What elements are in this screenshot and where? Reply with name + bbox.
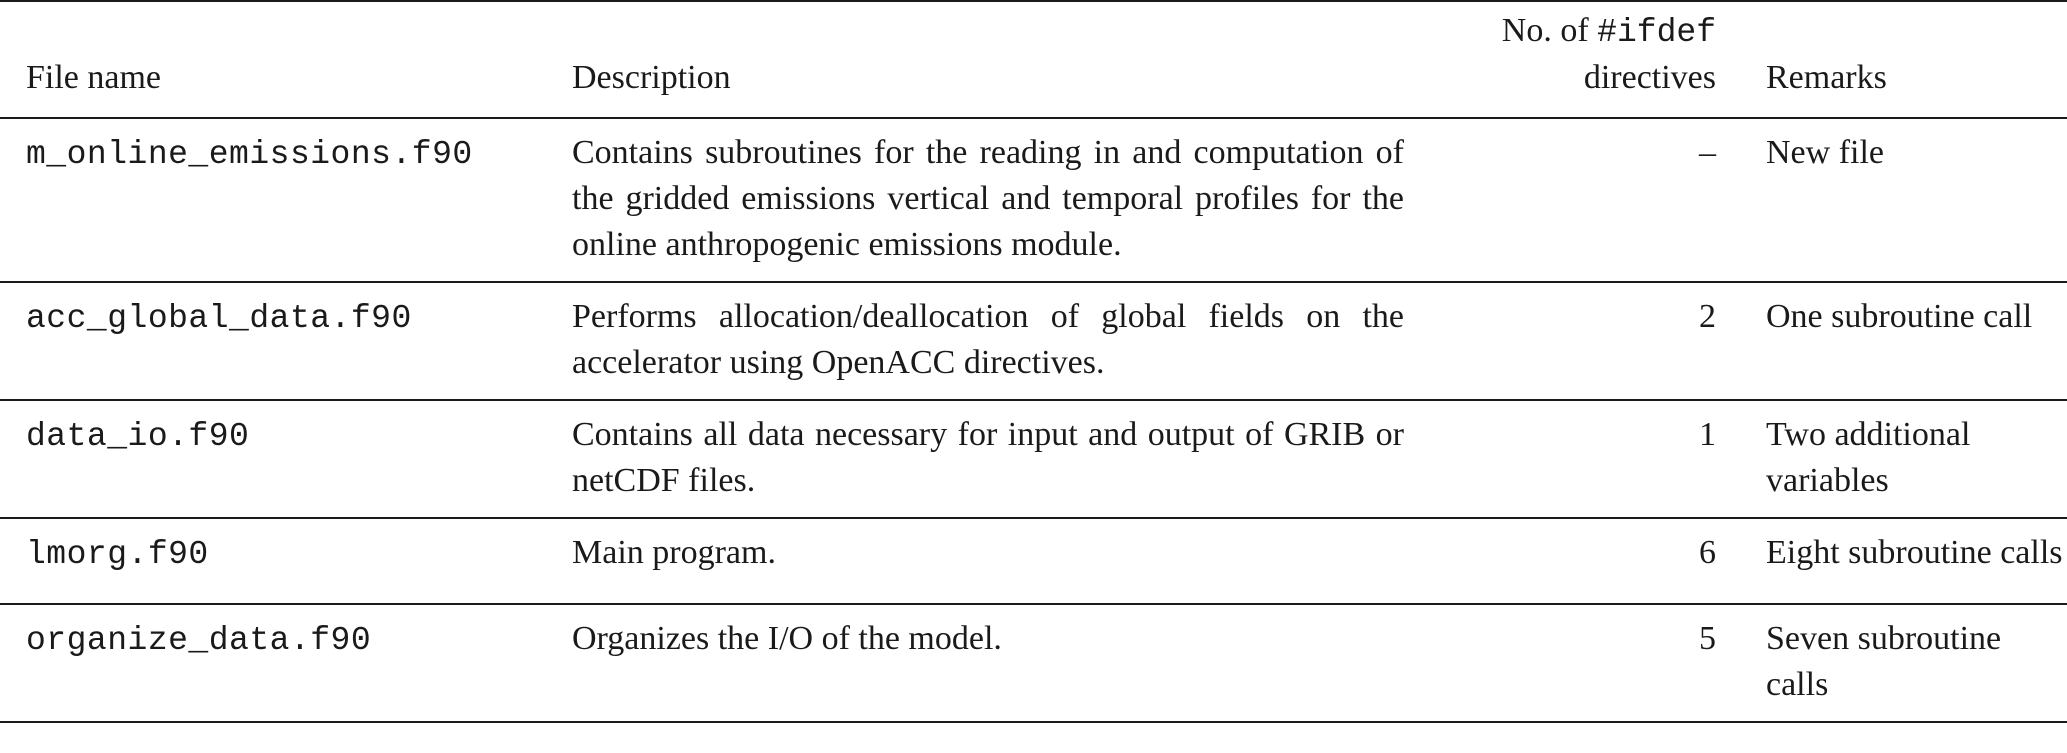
cell-directives: 6 — [1699, 534, 1716, 571]
cell-description: Contains subroutines for the reading in and computation of the gridded emissions vertical and temporal profiles for the online anthropogenic emissions module. — [572, 134, 1404, 263]
header-row — [0, 1, 2067, 118]
header-file-name: File name — [26, 59, 162, 96]
file-name: lmorg.f90 — [26, 536, 209, 573]
cell-file — [0, 400, 546, 518]
header-remarks: Remarks — [1766, 59, 1887, 96]
file-name: m_online_emissions.f90 — [26, 136, 473, 173]
cell-remarks: New file — [1766, 134, 1885, 171]
cell-remarks: One subroutine call — [1766, 298, 2033, 335]
file-name: organize_data.f90 — [26, 622, 372, 659]
header-directives-line2: directives — [1583, 59, 1716, 96]
cell-directives: – — [1699, 134, 1716, 171]
file-name: data_io.f90 — [26, 418, 250, 455]
table-row — [0, 118, 2067, 282]
table-row — [0, 518, 2067, 604]
cell-remarks: Two additional variables — [1766, 416, 1971, 499]
header-directives-code: #ifdef — [1597, 14, 1716, 51]
cell-file — [0, 518, 546, 604]
header-directives-line1 — [1422, 8, 1716, 55]
cell-file — [0, 604, 546, 722]
cell-directives: 1 — [1699, 416, 1716, 453]
cell-description: Contains all data necessary for input and output of GRIB or netCDF files. — [572, 416, 1404, 499]
cell-directives: 5 — [1699, 620, 1716, 657]
file-name: acc_global_data.f90 — [26, 300, 412, 337]
table-row — [0, 604, 2067, 722]
header-description: Description — [572, 59, 731, 96]
table-row — [0, 400, 2067, 518]
header-directives-prefix: No. of — [1501, 12, 1598, 49]
cell-description: Performs allocation/deallocation of global fields on the accelerator using OpenACC directives. — [572, 298, 1404, 381]
cell-file — [0, 282, 546, 400]
cell-directives: 2 — [1699, 298, 1716, 335]
cell-description: Main program. — [572, 534, 776, 571]
table-row — [0, 282, 2067, 400]
cell-description: Organizes the I/O of the model. — [572, 620, 1002, 657]
table-header — [0, 1, 2067, 118]
header-directives — [1422, 1, 1742, 118]
cell-remarks: Seven subroutine calls — [1766, 620, 2002, 703]
table-body — [0, 118, 2067, 722]
cell-file — [0, 118, 546, 282]
cell-remarks: Eight subroutine calls — [1766, 534, 2063, 571]
